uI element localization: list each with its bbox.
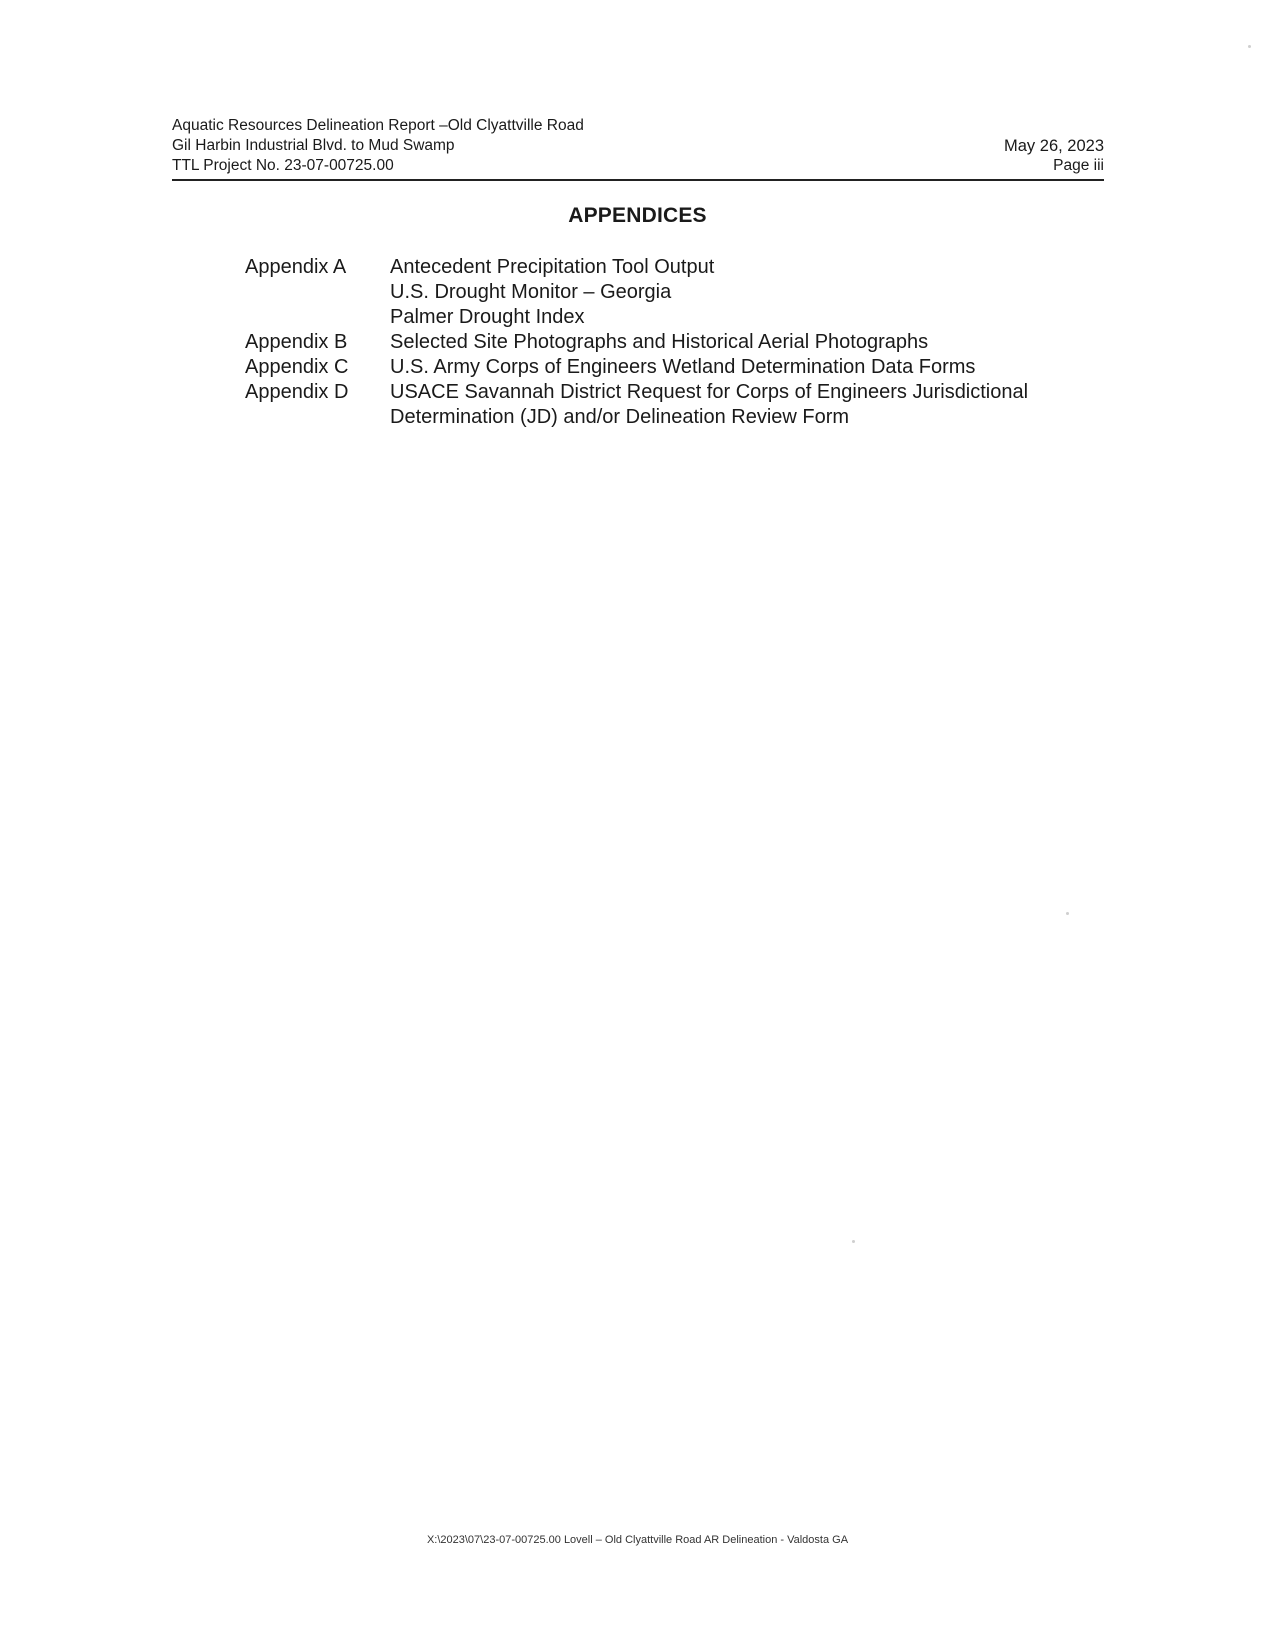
appendix-label: Appendix A — [245, 256, 347, 278]
appendix-item: Antecedent Precipitation Tool Output — [390, 256, 715, 278]
page-title: APPENDICES — [568, 204, 707, 227]
appendix-item: Selected Site Photographs and Historical Aerial Photographs — [390, 331, 929, 353]
header-project-number: TTL Project No. 23-07-00725.00 — [172, 157, 394, 174]
header-report-info — [172, 116, 584, 176]
appendix-row — [245, 380, 1125, 430]
appendix-items — [390, 255, 1125, 330]
appendix-items — [390, 355, 1125, 380]
appendix-items — [390, 380, 1125, 430]
header-date: May 26, 2023 — [1004, 137, 1104, 155]
appendix-label: Appendix D — [245, 381, 349, 403]
appendix-list — [245, 255, 1125, 430]
appendix-label: Appendix C — [245, 356, 349, 378]
appendix-item: Determination (JD) and/or Delineation Review Form — [390, 406, 850, 428]
appendix-item: U.S. Army Corps of Engineers Wetland Determination Data Forms — [390, 356, 976, 378]
scan-speck — [1248, 45, 1251, 48]
appendix-item: USACE Savannah District Request for Corps of Engineers Jurisdictional — [390, 381, 1029, 403]
appendix-item: U.S. Drought Monitor – Georgia — [390, 281, 672, 303]
scan-speck — [852, 1240, 855, 1243]
appendix-row — [245, 330, 1125, 355]
header-report-title: Aquatic Resources Delineation Report –Old Clyattville Road — [172, 117, 584, 134]
appendix-items — [390, 330, 1125, 355]
appendix-row — [245, 355, 1125, 380]
footer-file-path: X:\2023\07\23-07-00725.00 Lovell – Old Clyattville Road AR Delineation - Valdosta GA — [426, 1534, 849, 1546]
appendix-row — [245, 255, 1125, 330]
appendix-item: Palmer Drought Index — [390, 306, 585, 328]
header-project-limits: Gil Harbin Industrial Blvd. to Mud Swamp — [172, 137, 455, 154]
header-page-number: Page iii — [1053, 157, 1104, 174]
page-header — [172, 116, 1104, 181]
scan-speck — [1066, 912, 1069, 915]
header-date-page — [1004, 136, 1104, 176]
appendix-label: Appendix B — [245, 331, 348, 353]
